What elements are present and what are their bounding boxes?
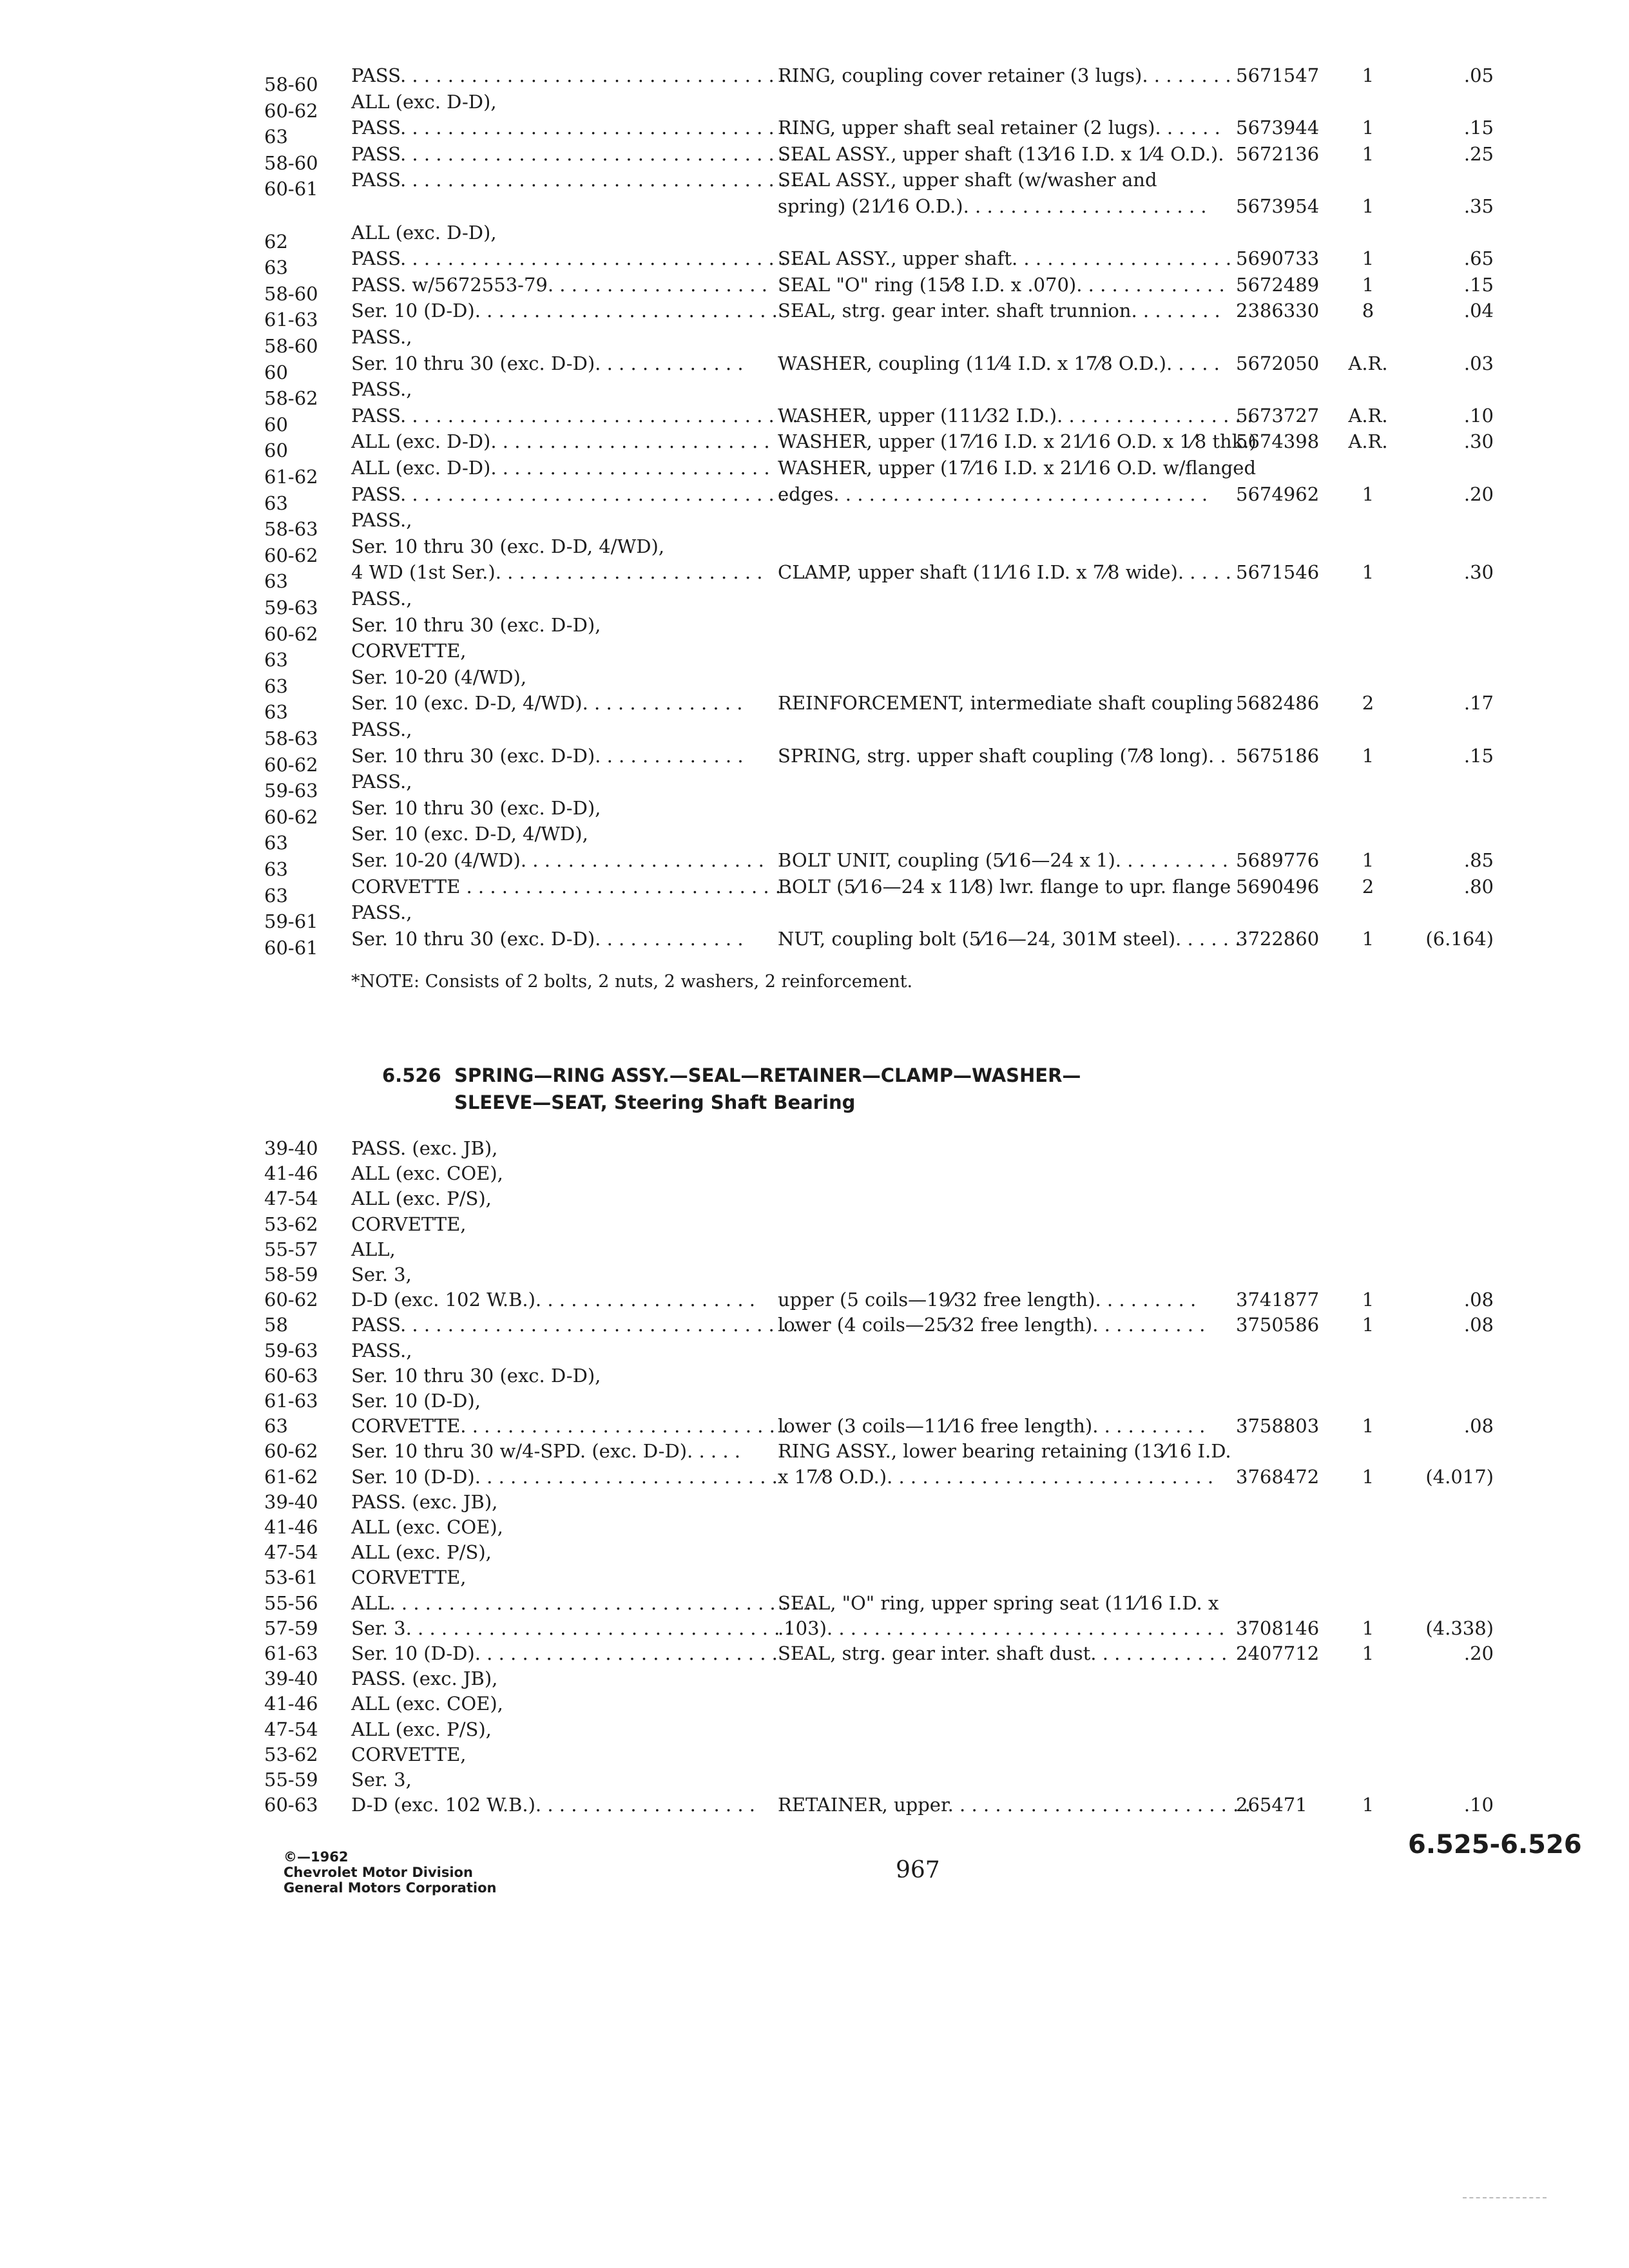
price-cell: .15 bbox=[1463, 744, 1494, 767]
quantity-cell: 1 bbox=[1362, 849, 1374, 871]
price-cell: (4.017) bbox=[1425, 1465, 1494, 1488]
application-cell: Ser. 10 thru 30 (exc. D-D), bbox=[351, 613, 601, 636]
price-cell: .10 bbox=[1463, 404, 1494, 427]
application-cell: PASS., bbox=[351, 326, 412, 348]
quantity-cell: 1 bbox=[1362, 483, 1374, 505]
quantity-cell: 1 bbox=[1362, 195, 1374, 217]
price-cell: .20 bbox=[1463, 483, 1494, 505]
part-number-cell: 5674962 bbox=[1236, 483, 1320, 505]
application-cell: Ser. 10 (D-D). . . . . . . . . . . . . . . . . . . . . . . . . . bbox=[351, 1642, 778, 1664]
application-cell: PASS., bbox=[351, 718, 412, 740]
part-number-cell: 5671546 bbox=[1236, 561, 1320, 584]
quantity-cell: 1 bbox=[1362, 1415, 1374, 1437]
application-cell: ALL (exc. D-D). . . . . . . . . . . . . . . . . . . . . . . . bbox=[351, 430, 770, 453]
part-number-cell: 5674398 bbox=[1236, 430, 1320, 453]
application-cell: ALL (exc. D-D), bbox=[351, 90, 497, 113]
year-cell: 61-63 bbox=[264, 1642, 318, 1664]
description-cell: SEAL "O" ring (15⁄8 I.D. x .070). . . . . . . . . . . . . bbox=[778, 273, 1225, 296]
copyright-year: ©—1962 bbox=[284, 1849, 349, 1865]
description-cell: SEAL ASSY., upper shaft (13⁄16 I.D. x 1⁄4 O.D.). bbox=[778, 142, 1224, 165]
description-cell: spring) (21⁄16 O.D.). . . . . . . . . . . . . . . . . . . . . bbox=[778, 195, 1207, 217]
description-cell: SEAL, "O" ring, upper spring seat (11⁄16 I.D. x bbox=[778, 1591, 1219, 1614]
year-cell: 63 bbox=[264, 649, 288, 671]
quantity-cell: A.R. bbox=[1348, 430, 1388, 453]
description-cell: SEAL ASSY., upper shaft. . . . . . . . . . . . . . . . . . . bbox=[778, 247, 1232, 270]
year-cell: 58-59 bbox=[264, 1264, 318, 1285]
description-cell: NUT, coupling bolt (5⁄16—24, 301M steel). . . . . . bbox=[778, 927, 1241, 950]
application-cell: CORVETTE . . . . . . . . . . . . . . . . . . . . . . . . . . . . bbox=[351, 875, 793, 898]
application-cell: D-D (exc. 102 W.B.). . . . . . . . . . . . . . . . . . . bbox=[351, 1794, 756, 1816]
year-cell: 61-62 bbox=[264, 1465, 318, 1488]
part-number-cell: 5672489 bbox=[1236, 273, 1320, 296]
year-cell: 63 bbox=[264, 256, 288, 279]
description-cell: WASHER, coupling (11⁄4 I.D. x 17⁄8 O.D.). . . . . bbox=[778, 352, 1220, 374]
price-cell: .10 bbox=[1463, 1794, 1494, 1816]
application-cell: PASS. . . . . . . . . . . . . . . . . . . . . . . . . . . . . . . . . . . bbox=[351, 247, 811, 270]
quantity-cell: 2 bbox=[1362, 692, 1374, 715]
application-cell: PASS. (exc. JB), bbox=[351, 1667, 498, 1690]
year-cell: 39-40 bbox=[264, 1667, 318, 1690]
year-cell: 55-59 bbox=[264, 1769, 318, 1791]
year-cell: 63 bbox=[264, 1415, 288, 1437]
scan-artifact-line bbox=[1463, 2197, 1547, 2198]
quantity-cell: A.R. bbox=[1348, 404, 1388, 427]
year-cell: 41-46 bbox=[264, 1693, 318, 1715]
year-cell: 59-63 bbox=[264, 780, 318, 802]
price-cell: (6.164) bbox=[1425, 927, 1494, 950]
description-cell: RING ASSY., lower bearing retaining (13⁄16 I.D. bbox=[778, 1440, 1231, 1463]
description-cell: .103). . . . . . . . . . . . . . . . . . . . . . . . . . . . . . . . . . bbox=[778, 1617, 1225, 1639]
price-cell: .08 bbox=[1463, 1415, 1494, 1437]
description-cell: BOLT UNIT, coupling (5⁄16—24 x 1). . . . . . . . . . bbox=[778, 849, 1228, 871]
description-cell: CLAMP, upper shaft (11⁄16 I.D. x 7⁄8 wide). . . . . bbox=[778, 561, 1231, 584]
price-cell: .30 bbox=[1463, 430, 1494, 453]
year-cell: 53-62 bbox=[264, 1743, 318, 1765]
application-cell: Ser. 3, bbox=[351, 1769, 412, 1791]
description-cell: SEAL, strg. gear inter. shaft dust. . . . . . . . . . . . bbox=[778, 1642, 1228, 1664]
part-number-cell: 2407712 bbox=[1236, 1642, 1320, 1664]
application-cell: 4 WD (1st Ser.). . . . . . . . . . . . . . . . . . . . . . . bbox=[351, 561, 763, 584]
price-cell: .35 bbox=[1463, 195, 1494, 217]
year-cell: 47-54 bbox=[264, 1718, 318, 1740]
description-cell: BOLT (5⁄16—24 x 11⁄8) lwr. flange to upr. flange bbox=[778, 875, 1231, 898]
part-number-cell: 5690496 bbox=[1236, 875, 1320, 898]
part-number-cell: 5675186 bbox=[1236, 744, 1320, 767]
year-cell: 63 bbox=[264, 858, 288, 880]
year-cell: 58-63 bbox=[264, 727, 318, 749]
year-cell: 63 bbox=[264, 570, 288, 593]
application-cell: PASS. (exc. JB), bbox=[351, 1490, 498, 1513]
application-cell: PASS., bbox=[351, 588, 412, 610]
description-cell: WASHER, upper (17⁄16 I.D. x 21⁄16 O.D. w/flanged bbox=[778, 457, 1257, 479]
footnote: *NOTE: Consists of 2 bolts, 2 nuts, 2 washers, 2 reinforcement. bbox=[351, 972, 913, 992]
description-cell: lower (3 coils—11⁄16 free length). . . . . . . . . . bbox=[778, 1415, 1206, 1437]
description-cell: SEAL ASSY., upper shaft (w/washer and bbox=[778, 169, 1157, 191]
application-cell: CORVETTE, bbox=[351, 640, 467, 662]
year-cell: 60 bbox=[264, 413, 288, 436]
quantity-cell: 1 bbox=[1362, 64, 1374, 86]
year-cell: 58-60 bbox=[264, 335, 318, 357]
price-cell: .80 bbox=[1463, 875, 1494, 898]
application-cell: PASS. . . . . . . . . . . . . . . . . . . . . . . . . . . . . . . . . . . bbox=[351, 404, 811, 427]
section-title-line1: SPRING—RING ASSY.—SEAL—RETAINER—CLAMP—WASHER— bbox=[454, 1064, 1081, 1086]
application-cell: Ser. 10 thru 30 (exc. D-D), bbox=[351, 796, 601, 819]
year-cell: 61-63 bbox=[264, 309, 318, 331]
quantity-cell: 1 bbox=[1362, 1465, 1374, 1488]
part-number-cell: 5671547 bbox=[1236, 64, 1320, 86]
part-number-cell: 3708146 bbox=[1236, 1617, 1320, 1639]
year-cell: 61-62 bbox=[264, 466, 318, 488]
application-cell: PASS. . . . . . . . . . . . . . . . . . . . . . . . . . . . . . . . . . . bbox=[351, 117, 811, 139]
year-cell: 60-63 bbox=[264, 1794, 318, 1816]
year-cell: 60-63 bbox=[264, 1364, 318, 1387]
part-number-cell: 3741877 bbox=[1236, 1289, 1320, 1311]
year-cell: 60-62 bbox=[264, 805, 318, 828]
part-number-cell: 3750586 bbox=[1236, 1314, 1320, 1336]
application-cell: ALL (exc. COE), bbox=[351, 1516, 503, 1538]
application-cell: Ser. 10 (D-D). . . . . . . . . . . . . . . . . . . . . . . . . . bbox=[351, 300, 778, 322]
application-cell: D-D (exc. 102 W.B.). . . . . . . . . . . . . . . . . . . bbox=[351, 1289, 756, 1311]
year-cell: 60-61 bbox=[264, 178, 318, 200]
description-cell: SEAL, strg. gear inter. shaft trunnion. . . . . . . . bbox=[778, 300, 1220, 322]
price-cell: .65 bbox=[1463, 247, 1494, 270]
application-cell: PASS., bbox=[351, 1339, 412, 1361]
application-cell: CORVETTE. . . . . . . . . . . . . . . . . . . . . . . . . . . . bbox=[351, 1415, 787, 1437]
quantity-cell: 1 bbox=[1362, 273, 1374, 296]
price-cell: (4.338) bbox=[1425, 1617, 1494, 1639]
part-number-cell: 5689776 bbox=[1236, 849, 1320, 871]
price-cell: .15 bbox=[1463, 117, 1494, 139]
part-number-cell: 5690733 bbox=[1236, 247, 1320, 270]
price-cell: .08 bbox=[1463, 1289, 1494, 1311]
application-cell: PASS. w/5672553-79. . . . . . . . . . . . . . . . . . . bbox=[351, 273, 767, 296]
part-number-cell: 2386330 bbox=[1236, 300, 1320, 322]
price-cell: .30 bbox=[1463, 561, 1494, 584]
application-cell: Ser. 10 (D-D), bbox=[351, 1390, 481, 1412]
description-cell: SPRING, strg. upper shaft coupling (7⁄8 long). . bbox=[778, 744, 1226, 767]
price-cell: .25 bbox=[1463, 142, 1494, 165]
year-cell: 63 bbox=[264, 126, 288, 148]
part-number-cell: 265471 bbox=[1236, 1794, 1307, 1816]
year-cell: 58-60 bbox=[264, 73, 318, 95]
quantity-cell: 1 bbox=[1362, 1642, 1374, 1664]
page-number: 967 bbox=[896, 1857, 940, 1883]
application-cell: ALL (exc. P/S), bbox=[351, 1187, 492, 1210]
application-cell: Ser. 10 (exc. D-D, 4/WD), bbox=[351, 823, 588, 845]
year-cell: 41-46 bbox=[264, 1162, 318, 1185]
application-cell: CORVETTE, bbox=[351, 1566, 467, 1589]
application-cell: PASS. . . . . . . . . . . . . . . . . . . . . . . . . . . . . . . . . . . bbox=[351, 1314, 811, 1336]
application-cell: ALL (exc. D-D), bbox=[351, 221, 497, 244]
year-cell: 55-57 bbox=[264, 1238, 318, 1260]
year-cell: 58-60 bbox=[264, 282, 318, 305]
application-cell: PASS., bbox=[351, 509, 412, 532]
quantity-cell: 1 bbox=[1362, 927, 1374, 950]
description-cell: edges. . . . . . . . . . . . . . . . . . . . . . . . . . . . . . . . bbox=[778, 483, 1208, 505]
year-cell: 39-40 bbox=[264, 1137, 318, 1159]
description-cell: RING, coupling cover retainer (3 lugs). . . . . . . . bbox=[778, 64, 1231, 86]
application-cell: ALL. . . . . . . . . . . . . . . . . . . . . . . . . . . . . . . . . . . . bbox=[351, 1591, 811, 1614]
year-cell: 60 bbox=[264, 361, 288, 383]
section-number: 6.526 bbox=[382, 1064, 441, 1086]
year-cell: 63 bbox=[264, 832, 288, 854]
quantity-cell: 1 bbox=[1362, 744, 1374, 767]
description-cell: x 17⁄8 O.D.). . . . . . . . . . . . . . . . . . . . . . . . . . . . bbox=[778, 1465, 1214, 1488]
year-cell: 60-62 bbox=[264, 753, 318, 776]
application-cell: Ser. 10 thru 30 (exc. D-D), bbox=[351, 1364, 601, 1387]
application-cell: Ser. 10 thru 30 (exc. D-D). . . . . . . . . . . . . bbox=[351, 927, 744, 950]
part-number-cell: 5673954 bbox=[1236, 195, 1320, 217]
quantity-cell: 1 bbox=[1362, 117, 1374, 139]
description-cell: REINFORCEMENT, intermediate shaft coupling bbox=[778, 692, 1233, 715]
price-cell: .85 bbox=[1463, 849, 1494, 871]
year-cell: 63 bbox=[264, 701, 288, 724]
year-cell: 60 bbox=[264, 439, 288, 462]
application-cell: CORVETTE, bbox=[351, 1213, 467, 1235]
application-cell: ALL, bbox=[351, 1238, 396, 1260]
year-cell: 60-62 bbox=[264, 544, 318, 566]
year-cell: 39-40 bbox=[264, 1490, 318, 1513]
section-heading bbox=[382, 1062, 1081, 1116]
year-cell: 63 bbox=[264, 675, 288, 697]
application-cell: Ser. 10 thru 30 (exc. D-D, 4/WD), bbox=[351, 535, 665, 557]
application-cell: PASS., bbox=[351, 901, 412, 924]
year-cell: 58-62 bbox=[264, 387, 318, 410]
price-cell: .15 bbox=[1463, 273, 1494, 296]
price-cell: .20 bbox=[1463, 1642, 1494, 1664]
application-cell: CORVETTE, bbox=[351, 1743, 467, 1765]
description-cell: RING, upper shaft seal retainer (2 lugs). . . . . . bbox=[778, 117, 1220, 139]
part-number-cell: 5673944 bbox=[1236, 117, 1320, 139]
year-cell: 60-62 bbox=[264, 1289, 318, 1311]
quantity-cell: 2 bbox=[1362, 875, 1374, 898]
year-cell: 60-62 bbox=[264, 622, 318, 645]
application-cell: ALL (exc. P/S), bbox=[351, 1541, 492, 1564]
application-cell: PASS. . . . . . . . . . . . . . . . . . . . . . . . . . . . . . . . . . . bbox=[351, 169, 811, 191]
section-range: 6.525-6.526 bbox=[1408, 1830, 1582, 1860]
year-cell: 53-62 bbox=[264, 1213, 318, 1235]
part-number-cell: 3758803 bbox=[1236, 1415, 1320, 1437]
application-cell: Ser. 10 thru 30 (exc. D-D). . . . . . . . . . . . . bbox=[351, 352, 744, 374]
application-cell: PASS. (exc. JB), bbox=[351, 1137, 498, 1159]
part-number-cell: 5672136 bbox=[1236, 142, 1320, 165]
year-cell: 63 bbox=[264, 884, 288, 907]
year-cell: 59-63 bbox=[264, 1339, 318, 1361]
year-cell: 47-54 bbox=[264, 1187, 318, 1210]
year-cell: 63 bbox=[264, 492, 288, 514]
year-cell: 41-46 bbox=[264, 1516, 318, 1538]
price-cell: .03 bbox=[1463, 352, 1494, 374]
application-cell: ALL (exc. P/S), bbox=[351, 1718, 492, 1740]
application-cell: PASS. . . . . . . . . . . . . . . . . . . . . . . . . . . . . . . . . . . bbox=[351, 64, 811, 86]
application-cell: PASS., bbox=[351, 771, 412, 793]
description-cell: lower (4 coils—25⁄32 free length). . . . . . . . . . bbox=[778, 1314, 1206, 1336]
price-cell: .08 bbox=[1463, 1314, 1494, 1336]
part-number-cell: 5673727 bbox=[1236, 404, 1320, 427]
corporation-name: General Motors Corporation bbox=[284, 1880, 497, 1896]
year-cell: 61-63 bbox=[264, 1390, 318, 1412]
application-cell: ALL (exc. COE), bbox=[351, 1693, 503, 1715]
application-cell: PASS. . . . . . . . . . . . . . . . . . . . . . . . . . . . . . . . . . . bbox=[351, 142, 811, 165]
year-cell: 57-59 bbox=[264, 1617, 318, 1639]
description-cell: RETAINER, upper. . . . . . . . . . . . . . . . . . . . . . . . . . bbox=[778, 1794, 1251, 1816]
year-cell: 58-60 bbox=[264, 151, 318, 174]
year-cell: 47-54 bbox=[264, 1541, 318, 1564]
description-cell: upper (5 coils—19⁄32 free length). . . . . . . . . bbox=[778, 1289, 1197, 1311]
application-cell: Ser. 10-20 (4/WD), bbox=[351, 666, 527, 688]
year-cell: 53-61 bbox=[264, 1566, 318, 1589]
copyright-block bbox=[284, 1849, 496, 1896]
part-number-cell: 5672050 bbox=[1236, 352, 1320, 374]
year-cell: 58-63 bbox=[264, 518, 318, 541]
year-cell: 62 bbox=[264, 230, 288, 253]
application-cell: ALL (exc. COE), bbox=[351, 1162, 503, 1185]
year-cell: 60-62 bbox=[264, 1440, 318, 1463]
year-cell: 59-61 bbox=[264, 910, 318, 933]
quantity-cell: 8 bbox=[1362, 300, 1374, 322]
application-cell: ALL (exc. D-D). . . . . . . . . . . . . . . . . . . . . . . . bbox=[351, 457, 770, 479]
description-cell: WASHER, upper (111⁄32 I.D.). . . . . . . . . . . . . . . . . bbox=[778, 404, 1253, 427]
application-cell: PASS., bbox=[351, 378, 412, 401]
application-cell: PASS. . . . . . . . . . . . . . . . . . . . . . . . . . . . . . . . . . . bbox=[351, 483, 811, 505]
year-cell: 58 bbox=[264, 1314, 288, 1336]
part-number-cell: 5682486 bbox=[1236, 692, 1320, 715]
part-number-cell: 3722860 bbox=[1236, 927, 1320, 950]
application-cell: Ser. 10 (D-D). . . . . . . . . . . . . . . . . . . . . . . . . . bbox=[351, 1465, 778, 1488]
application-cell: Ser. 10 (exc. D-D, 4/WD). . . . . . . . . . . . . . bbox=[351, 692, 743, 715]
division-name: Chevrolet Motor Division bbox=[284, 1865, 473, 1880]
quantity-cell: 1 bbox=[1362, 1794, 1374, 1816]
application-cell: Ser. 3, bbox=[351, 1264, 412, 1285]
description-cell: WASHER, upper (17⁄16 I.D. x 21⁄16 O.D. x 1⁄8 thk.) bbox=[778, 430, 1257, 453]
year-cell: 60-61 bbox=[264, 936, 318, 959]
quantity-cell: 1 bbox=[1362, 247, 1374, 270]
price-cell: .04 bbox=[1463, 300, 1494, 322]
section-title-line2: SLEEVE—SEAT, Steering Shaft Bearing bbox=[454, 1091, 856, 1113]
quantity-cell: 1 bbox=[1362, 1617, 1374, 1639]
quantity-cell: 1 bbox=[1362, 561, 1374, 584]
year-cell: 59-63 bbox=[264, 597, 318, 619]
part-number-cell: 3768472 bbox=[1236, 1465, 1320, 1488]
application-cell: Ser. 10-20 (4/WD). . . . . . . . . . . . . . . . . . . . . bbox=[351, 849, 764, 871]
application-cell: Ser. 10 thru 30 (exc. D-D). . . . . . . . . . . . . bbox=[351, 744, 744, 767]
year-cell: 60-62 bbox=[264, 99, 318, 122]
year-cell: 55-56 bbox=[264, 1591, 318, 1614]
quantity-cell: A.R. bbox=[1348, 352, 1388, 374]
price-cell: .05 bbox=[1463, 64, 1494, 86]
quantity-cell: 1 bbox=[1362, 1289, 1374, 1311]
price-cell: .17 bbox=[1463, 692, 1494, 715]
quantity-cell: 1 bbox=[1362, 1314, 1374, 1336]
application-cell: Ser. 3. . . . . . . . . . . . . . . . . . . . . . . . . . . . . . . . . bbox=[351, 1617, 792, 1639]
application-cell: Ser. 10 thru 30 w/4-SPD. (exc. D-D). . . . . bbox=[351, 1440, 740, 1463]
quantity-cell: 1 bbox=[1362, 142, 1374, 165]
